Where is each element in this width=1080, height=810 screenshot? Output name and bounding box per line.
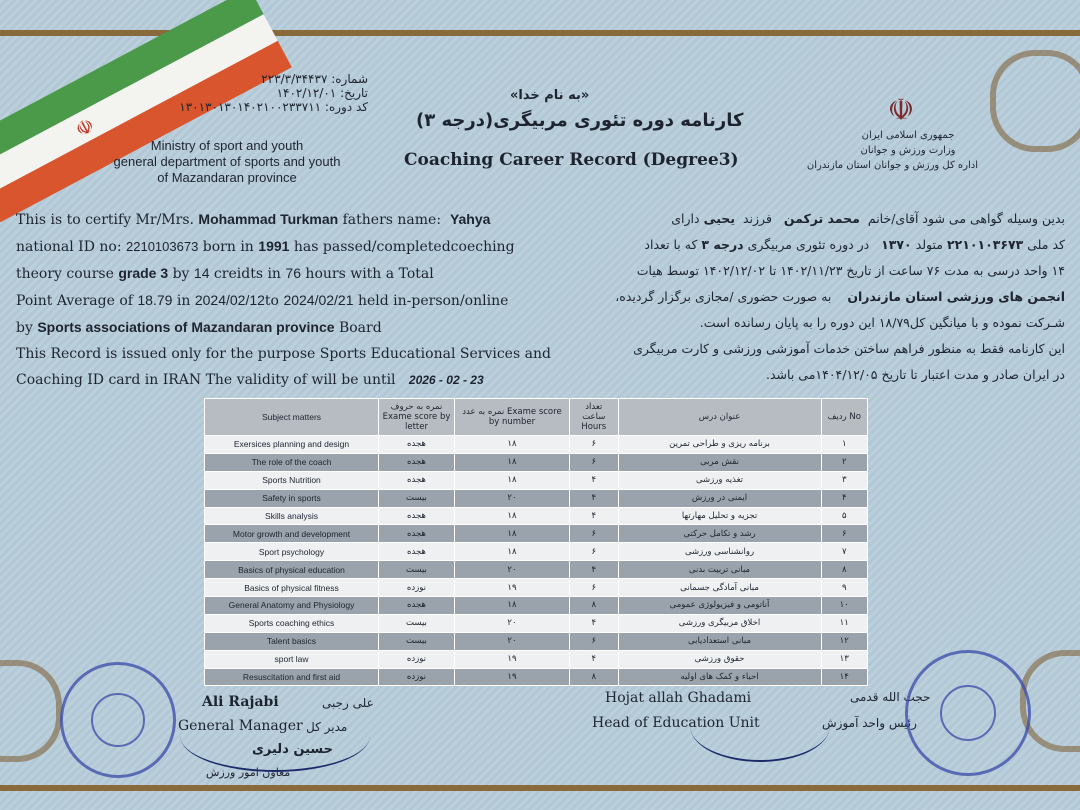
number-score-cell: ۲۰ xyxy=(454,489,569,507)
en-line4-a: Point Average of xyxy=(16,293,138,309)
letter-score-cell: هجده xyxy=(379,597,455,615)
en-line6: This Record is issued only for the purpose Sports Educational Services and xyxy=(16,346,551,362)
row-number-cell: ۱۳ xyxy=(821,650,868,668)
table-row xyxy=(205,579,868,597)
start-date-en: 2024/02/12 xyxy=(194,292,265,308)
corner-ornament-bottom-left xyxy=(0,660,62,762)
title-fa-cell: روانشناسی ورزشی xyxy=(618,543,821,561)
col-subject: Subject matters xyxy=(205,399,379,436)
title-fa-cell: تجزیه و تحلیل مهارتها xyxy=(618,507,821,525)
row-number-cell: ۱۰ xyxy=(821,597,868,615)
hours-en: 76 xyxy=(285,265,301,281)
en-line1-a: This is to certify Mr/Mrs. xyxy=(16,212,199,228)
subject-cell: sport law xyxy=(205,650,379,668)
flag-emblem-icon: ☫ xyxy=(71,112,99,143)
average-en: 18.79 xyxy=(137,292,173,308)
ministry-fa xyxy=(806,128,978,173)
right-signer-name-en: Hojat allah Ghadami xyxy=(605,690,752,706)
letter-score-cell: بیست xyxy=(379,614,455,632)
en-line5-b: Board xyxy=(334,320,382,336)
letter-score-cell: هجده xyxy=(379,453,455,471)
row-number-cell: ۱ xyxy=(821,436,868,454)
number-score-cell: ۱۸ xyxy=(454,543,569,561)
birth-year-en: 1991 xyxy=(258,238,290,254)
table-row xyxy=(205,668,868,686)
hours-cell: ۶ xyxy=(569,579,618,597)
number-value: ۲۲۳/۳/۳۴۴۳۷ xyxy=(261,72,328,86)
table-row xyxy=(205,632,868,650)
letter-score-cell: هجده xyxy=(379,507,455,525)
grade-en: grade 3 xyxy=(118,265,169,281)
hours-cell: ۶ xyxy=(569,543,618,561)
left-signer-name-fa: علی رجبی xyxy=(322,696,374,710)
letter-score-cell: نوزده xyxy=(379,668,455,686)
letter-score-cell: هجده xyxy=(379,471,455,489)
basmala: «به نام خدا» xyxy=(510,88,590,103)
number-score-cell: ۱۹ xyxy=(454,650,569,668)
ministry-en xyxy=(102,138,352,186)
row-number-cell: ۹ xyxy=(821,579,868,597)
col-title-fa: عنوان درس xyxy=(618,399,821,436)
title-fa-cell: اخلاق مربیگری ورزشی xyxy=(618,614,821,632)
row-number-cell: ۸ xyxy=(821,561,868,579)
end-date-en: 2024/02/21 xyxy=(283,292,354,308)
fa-line6: این کارنامه فقط به منظور فراهم ساختن خدمات آموزشی ورزشی و کارت مربیگری xyxy=(633,341,1065,356)
number-score-cell: ۱۸ xyxy=(454,436,569,454)
fa-line2-d: که با تعداد xyxy=(644,237,698,252)
board-en: Sports associations of Mazandaran province xyxy=(37,319,335,335)
row-number-cell: ۵ xyxy=(821,507,868,525)
en-line4-c: to xyxy=(264,293,284,309)
row-number-cell: ۱۴ xyxy=(821,668,868,686)
title-fa-cell: ایمنی در ورزش xyxy=(618,489,821,507)
number-score-cell: ۲۰ xyxy=(454,614,569,632)
right-signer-name-fa: حجت الله قدمی xyxy=(850,690,931,704)
hours-cell: ۴ xyxy=(569,507,618,525)
fa-line2-b: متولد xyxy=(915,237,943,252)
left-stamp-title: معاون امور ورزش xyxy=(206,766,291,779)
title-fa-cell: مبانی آمادگی جسمانی xyxy=(618,579,821,597)
table-row xyxy=(205,436,868,454)
ministry-en-line1: Ministry of sport and youth xyxy=(150,138,304,153)
title-fa-cell: تغذیه ورزشی xyxy=(618,471,821,489)
row-number-cell: ۴ xyxy=(821,489,868,507)
en-line3-a: theory course xyxy=(16,266,119,282)
number-score-cell: ۱۹ xyxy=(454,579,569,597)
left-stamp-name: حسین دلیری xyxy=(252,742,333,757)
subject-cell: Basics of physical fitness xyxy=(205,579,379,597)
letter-score-cell: نوزده xyxy=(379,650,455,668)
subject-cell: Basics of physical education xyxy=(205,561,379,579)
table-row xyxy=(205,525,868,543)
subject-cell: The role of the coach xyxy=(205,453,379,471)
date-label: تاریخ: xyxy=(340,86,368,100)
letter-score-cell: نوزده xyxy=(379,579,455,597)
col-number: نمره به عدد Exame score by number xyxy=(454,399,569,436)
fa-line2-c: در دوره تئوری مربیگری xyxy=(747,237,870,252)
hours-cell: ۸ xyxy=(569,597,618,615)
letter-score-cell: بیست xyxy=(379,632,455,650)
en-line2-a: national ID no: xyxy=(16,239,127,255)
ministry-fa-line1: جمهوری اسلامی ایران xyxy=(861,130,955,141)
number-score-cell: ۱۸ xyxy=(454,453,569,471)
col-hours: تعداد ساعت Hours xyxy=(569,399,618,436)
en-line3-d: hours with a Total xyxy=(300,266,434,282)
row-number-cell: ۳ xyxy=(821,471,868,489)
subject-cell: Sports Nutrition xyxy=(205,471,379,489)
recipient-name-en: Mohammad Turkman xyxy=(198,211,339,227)
national-id-fa: ۲۲۱۰۱۰۳۶۷۳ xyxy=(946,237,1024,252)
table-row xyxy=(205,561,868,579)
title-en: Coaching Career Record (Degree3) xyxy=(404,150,739,170)
title-fa-cell: احیاء و کمک های اولیه xyxy=(618,668,821,686)
date-value: ۱۴۰۲/۱۲/۰۱ xyxy=(276,86,337,100)
title-fa-cell: حقوق ورزشی xyxy=(618,650,821,668)
hours-cell: ۸ xyxy=(569,668,618,686)
left-signer-title-en: General Manager xyxy=(178,718,303,734)
code-label: کد دوره: xyxy=(324,100,368,114)
fa-line1-b: فرزند xyxy=(742,211,772,226)
right-signer-title-fa: رئیس واحد آموزش xyxy=(822,716,917,730)
national-id-en: 2210103673 xyxy=(126,239,199,254)
number-label: شماره: xyxy=(331,72,368,86)
father-name-en: Yahya xyxy=(449,211,491,227)
fa-line1-a: بدین وسیله گواهی می شود آقای/خانم xyxy=(867,211,1065,226)
en-line4-b: in xyxy=(172,293,195,309)
ministry-en-line2: general department of sports and youth xyxy=(113,154,341,169)
ministry-en-line3: of Mazandaran province xyxy=(157,170,297,185)
title-fa-cell: رشد و تکامل حرکتی xyxy=(618,525,821,543)
number-score-cell: ۱۸ xyxy=(454,597,569,615)
hours-cell: ۶ xyxy=(569,453,618,471)
number-score-cell: ۲۰ xyxy=(454,632,569,650)
hours-cell: ۴ xyxy=(569,614,618,632)
subject-cell: Skills analysis xyxy=(205,507,379,525)
letter-score-cell: بیست xyxy=(379,489,455,507)
hours-cell: ۶ xyxy=(569,525,618,543)
title-fa-cell: مبانی تربیت بدنی xyxy=(618,561,821,579)
table-row xyxy=(205,507,868,525)
table-header-row xyxy=(205,399,868,436)
table-row xyxy=(205,453,868,471)
left-signature-image xyxy=(180,700,370,772)
row-number-cell: ۱۱ xyxy=(821,614,868,632)
col-letter: نمره به حروف Exame score by letter xyxy=(379,399,455,436)
en-line2-c: has passed/completedcoeching xyxy=(289,239,515,255)
hours-cell: ۴ xyxy=(569,650,618,668)
right-stamp-image xyxy=(905,650,1031,776)
corner-ornament-top-right xyxy=(990,50,1080,152)
iran-emblem-icon: ☫ xyxy=(887,93,915,128)
table-row xyxy=(205,471,868,489)
en-line4-d: held in-person/online xyxy=(353,293,509,309)
title-fa-cell: برنامه ریزی و طراحی تمرین xyxy=(618,436,821,454)
number-score-cell: ۱۸ xyxy=(454,507,569,525)
subject-cell: Resuscitation and first aid xyxy=(205,668,379,686)
hours-cell: ۴ xyxy=(569,471,618,489)
english-body xyxy=(16,206,551,393)
grade-fa: درجه ۳ xyxy=(701,237,744,252)
subject-cell: Sports coaching ethics xyxy=(205,614,379,632)
row-number-cell: ۲ xyxy=(821,453,868,471)
hours-cell: ۶ xyxy=(569,632,618,650)
row-number-cell: ۷ xyxy=(821,543,868,561)
en-line3-b: by xyxy=(168,266,194,282)
en-line2-b: born in xyxy=(198,239,259,255)
title-fa-cell: نقش مربی xyxy=(618,453,821,471)
persian-body xyxy=(575,206,1065,388)
fa-line2-a: کد ملی xyxy=(1027,237,1065,252)
row-number-cell: ۶ xyxy=(821,525,868,543)
credits-en: 14 xyxy=(193,265,210,281)
right-signature-image xyxy=(690,690,830,762)
letter-score-cell: بیست xyxy=(379,561,455,579)
code-value: ۱۳۰۱۳۰۱۳۰۱۴۰۲۱۰۰۲۳۳۷۱۱ xyxy=(179,100,322,114)
title-fa-cell: مبانی استعدادیابی xyxy=(618,632,821,650)
fa-line7: در ایران صادر و مدت اعتبار تا تاریخ ۱۴۰۴/۱۲/۰۵می باشد. xyxy=(766,367,1065,382)
subject-cell: Exersices planning and design xyxy=(205,436,379,454)
hours-cell: ۴ xyxy=(569,489,618,507)
reference-block xyxy=(179,72,368,114)
en-line7: Coaching ID card in IRAN The validity of will be until xyxy=(16,372,396,388)
en-line1-b: fathers name: xyxy=(338,212,442,228)
ministry-fa-line2: وزارت ورزش و جوانان xyxy=(860,145,956,156)
letter-score-cell: هجده xyxy=(379,436,455,454)
title-fa-cell: آناتومی و فیزیولوژی عمومی xyxy=(618,597,821,615)
fa-line1-c: دارای xyxy=(671,211,700,226)
father-name-fa: یحیی xyxy=(703,211,736,226)
valid-until-en: 2026 - 02 - 23 xyxy=(408,373,484,387)
title-fa: کارنامه دوره تئوری مربیگری(درجه ۳) xyxy=(416,110,744,131)
en-line3-c: creidts in xyxy=(209,266,286,282)
table-row xyxy=(205,650,868,668)
letter-score-cell: هجده xyxy=(379,543,455,561)
birth-year-fa: ۱۳۷۰ xyxy=(881,237,912,252)
table-row xyxy=(205,543,868,561)
right-signer-title-en: Head of Education Unit xyxy=(592,715,760,731)
letter-score-cell: هجده xyxy=(379,525,455,543)
number-score-cell: ۱۸ xyxy=(454,471,569,489)
number-score-cell: ۲۰ xyxy=(454,561,569,579)
fa-line5: شـرکت نموده و با میانگین کل۱۸/۷۹ این دوره را به پایان رسانده است. xyxy=(699,315,1065,330)
ministry-fa-line3: اداره کل ورزش و جوانان استان مازندران xyxy=(806,160,978,171)
table-row xyxy=(205,614,868,632)
grades-table xyxy=(204,398,868,686)
fa-line4: به صورت حضوری /مجازی برگزار گردیده، xyxy=(615,289,832,304)
table-row xyxy=(205,489,868,507)
col-no: ردیف No xyxy=(821,399,868,436)
subject-cell: General Anatomy and Physiology xyxy=(205,597,379,615)
hours-cell: ۴ xyxy=(569,561,618,579)
number-score-cell: ۱۸ xyxy=(454,525,569,543)
left-signer-name-en: Ali Rajabi xyxy=(202,694,279,710)
row-number-cell: ۱۲ xyxy=(821,632,868,650)
en-line5-a: by xyxy=(16,320,38,336)
subject-cell: Motor growth and development xyxy=(205,525,379,543)
subject-cell: Talent basics xyxy=(205,632,379,650)
number-score-cell: ۱۹ xyxy=(454,668,569,686)
subject-cell: Sport psychology xyxy=(205,543,379,561)
hours-cell: ۶ xyxy=(569,436,618,454)
recipient-name-fa: محمد ترکمن xyxy=(783,211,860,226)
bottom-border xyxy=(0,785,1080,791)
fa-line3: ۱۴ واحد درسی به مدت ۷۶ ساعت از تاریخ ۱۴۰۲/۱۱/۲۳ تا ۱۴۰۲/۱۲/۰۲ توسط هیات xyxy=(636,263,1065,278)
subject-cell: Safety in sports xyxy=(205,489,379,507)
left-signer-title-fa: مدیر کل xyxy=(306,720,348,734)
table-row xyxy=(205,597,868,615)
board-fa: انجمن های ورزشی استان مازندران xyxy=(847,289,1065,304)
left-stamp-image xyxy=(60,662,176,778)
